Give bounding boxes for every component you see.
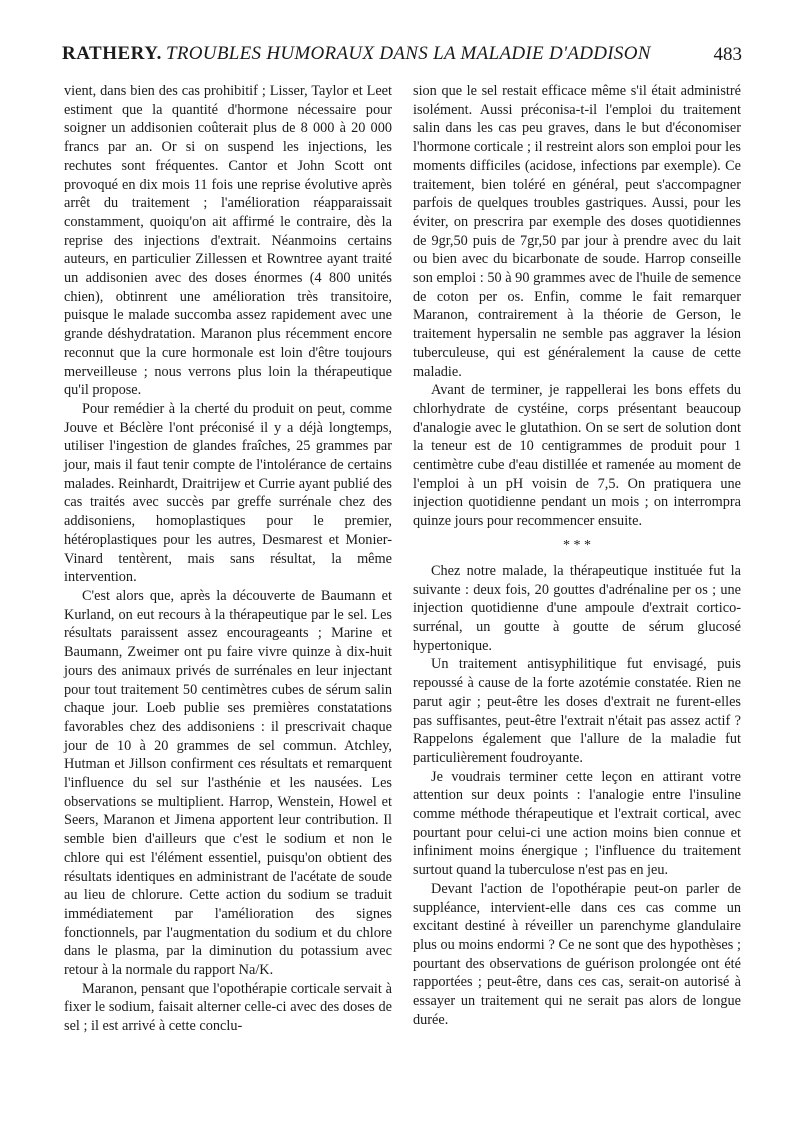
- left-column: [64, 82, 392, 1036]
- paragraph: sion que le sel restait efficace même s'il était administré isolément. Aussi préconisa-t-il l'emploi du traitement salin dans les cas peu graves, dans le but d'économiser l'hormone corticale ; il restreint alors son emploi pour les moments difficiles (acidose, infections par exemple). Ce traitement, bien toléré en général, peut s'accompagner parfois de quelques troubles gastriques. Aussi, pour les éviter, on prescrira par exemple des doses quotidiennes de 9gr,50 puis de 7gr,50 par jour à prendre avec du lait ou bien avec du bicarbonate de soude. Harrop conseille son emploi : 50 à 90 grammes avec de l'huile de semence de coton per os. Enfin, comme le fait remarquer Maranon, contrairement à la théorie de Gerson, le traitement hypersalin ne semble pas aggraver la lésion tuberculeuse, qui est généralement la cause de cette maladie.: [413, 83, 741, 380]
- section-break-asterism: * * *: [563, 537, 591, 553]
- paragraph: Avant de terminer, je rappellerai les bons effets du chlorhydrate de cystéine, corps présentant beaucoup d'analogie avec le glutathion. On se sert de solution dont la teneur est de 10 centigrammes de produit pour 1 centimètre cube d'eau distillée et ramenée au moment de l'emploi à un pH voisin de 7,5. On pratiquera une injection quotidienne pendant un mois ; on interrompra quinze jours pour recommencer ensuite.: [413, 382, 741, 530]
- page-number: 483: [713, 44, 742, 65]
- running-head: [62, 43, 742, 71]
- paragraph: Pour remédier à la cherté du produit on peut, comme Jouve et Béclère l'ont préconisé il y a déjà longtemps, utiliser l'ingestion de glandes fraîches, 25 grammes par jour, mais il faut tenir compte de l'intolérance de certains malades. Reinhardt, Draitrijew et Currie ayant publié des cas traités avec succès par greffe surrénale chez des addisoniens, homoplastiques pour le premier, hétéroplastiques pour les autres, Desmarest et Monier-Vinard tentèrent, mais sans résultat, la même intervention.: [64, 400, 392, 586]
- paragraph: Un traitement antisyphilitique fut envisagé, puis repoussé à cause de la forte azotémie constatée. Rien ne parut agir ; peut-être les doses d'extrait ne furent-elles pas suffisantes, peut-être l'extrait n'était pas assez actif ? Rappelons également que l'allure de la maladie fut particulièrement foudroyante.: [413, 656, 741, 766]
- paragraph: Devant l'action de l'opothérapie peut-on parler de suppléance, intervient-elle dans ces cas comme un excitant destiné à réveiller un parenchyme glandulaire plus ou moins endormi ? Ce ne sont que des hypothèses ; pourtant des observations de guérison prolongée ont été rapportées ; peut-être, dans ces cas, serait-on autorisé à essayer un traitement qui ne serait pas alors de longue durée.: [413, 880, 741, 1028]
- paragraph: Maranon, pensant que l'opothérapie corticale servait à fixer le sodium, faisait alterner celle-ci avec des doses de sel ; il est arrivé à cette conclu-: [64, 980, 392, 1035]
- right-column: [413, 82, 741, 1029]
- paragraph: vient, dans bien des cas prohibitif ; Lisser, Taylor et Leet estiment que la quantité d'hormone nécessaire pour soigner un addisonien coûterait plus de 8 000 à 20 000 francs par an. Or si on suspend les injections, les rechutes sont fréquentes. Cantor et John Scott ont provoqué en dix mois 11 fois une reprise évolutive après arrêt du traitement ; l'amélioration réapparaissait constamment, quoiqu'on ait affirmé le contraire, dès la reprise des injections d'extrait. Néanmoins certains auteurs, en particulier Zillessen et Rowntree ayant traité un addisonien avec des doses énormes (4 800 unités chien), obtinrent une amélioration très transitoire, puisque le malade succomba assez rapidement avec une grande déshydratation. Maranon plus récemment encore reconnut que la cure hormonale est loin d'être toujours merveilleuse ; nous verrons plus loin la thérapeutique qu'il propose.: [64, 83, 392, 399]
- running-head-author: RATHERY.: [62, 43, 162, 64]
- paragraph: Chez notre malade, la thérapeutique instituée fut la suivante : deux fois, 20 gouttes d'adrénaline per os ; une injection quotidienne d'une ampoule d'extrait cortico-surrénal, un goutte à goutte de sérum glucosé hypertonique.: [413, 562, 741, 654]
- running-head-title: TROUBLES HUMORAUX DANS LA MALADIE D'ADDISON: [166, 43, 651, 64]
- paragraph: C'est alors que, après la découverte de Baumann et Kurland, on eut recours à la thérapeutique par le sel. Les résultats paraissent assez encourageants ; Marine et Baumann, Zweimer ont pu faire vivre quinze à dix-huit jours des animaux privés de surrénales en leur injectant pour tout traitement 50 centimètres cubes de sérum salin chaque jour. Loeb publie ses premières constatations favorables chez des addisoniens : il prescrivait chaque jour de 10 à 20 grammes de sel commun. Atchley, Hutman et Jillson confirment ces résultats et remarquent l'influence du sel sur l'asthénie et les nausées. Les observations se multiplient. Harrop, Wenstein, Howel et Seers, Maranon et Jimena apportent leur contribution. Il semble bien d'ailleurs que c'est le sodium et non le chlore qui est l'élément essentiel, puisqu'on obtient des résultats identiques en administrant de l'acétate de soude au lieu de chlorure. Cette action du sodium se traduit immédiatement par l'amélioration des signes fonctionnels, par l'augmentation du sodium et du chlore dans le plasma, par la diminution du potassium avec retour à la normale du rapport Na/K.: [64, 587, 392, 979]
- paragraph: Je voudrais terminer cette leçon en attirant votre attention sur deux points : l'analogie entre l'insuline comme méthode thérapeutique et l'extrait cortical, avec pourtant pour celui-ci une action moins bien connue et infiniment moins énergique ; l'influence du traitement surtout quand la tuberculose n'est pas en jeu.: [413, 768, 741, 879]
